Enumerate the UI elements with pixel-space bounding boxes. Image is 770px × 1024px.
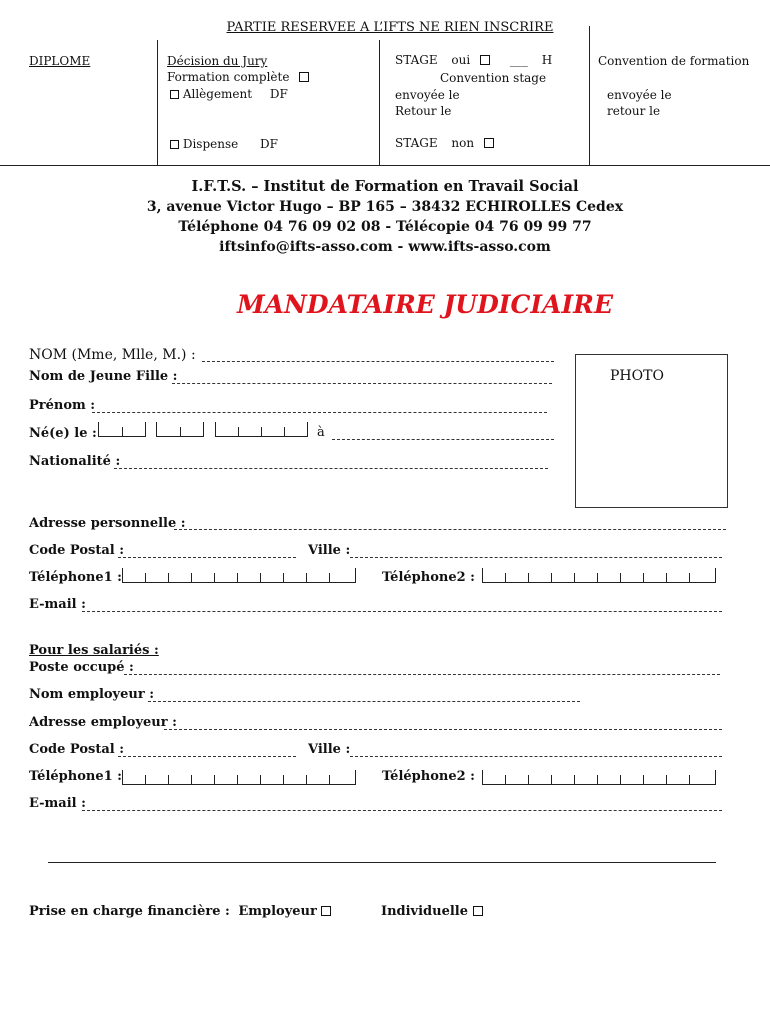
adresse-employeur-field[interactable] xyxy=(164,729,722,730)
prenom-label: Prénom : xyxy=(29,398,96,413)
birth-year-field[interactable] xyxy=(215,423,308,437)
nom-employeur-field[interactable] xyxy=(148,701,580,702)
telephone2-label: Téléphone2 : xyxy=(382,570,475,585)
nationalite-field[interactable] xyxy=(114,468,548,469)
section-separator xyxy=(48,862,716,863)
stage-oui-value: oui xyxy=(451,53,471,67)
nom-field[interactable] xyxy=(202,361,554,362)
funding-employeur-label: Employeur xyxy=(238,904,317,919)
nom-jeune-fille-field[interactable] xyxy=(172,383,552,384)
formation-complete-row xyxy=(167,70,309,84)
stage-retour-le: Retour le xyxy=(395,104,452,118)
reserved-divider-3 xyxy=(589,26,590,166)
dispense-df: DF xyxy=(260,137,278,151)
diplome-label: DIPLOME xyxy=(29,54,91,68)
institute-phone-fax: Téléphone 04 76 09 02 08 - Télécopie 04 76 09 99 77 xyxy=(178,219,592,235)
decision-jury-label: Décision du Jury xyxy=(167,54,268,68)
funding-employeur-checkbox[interactable] xyxy=(321,906,331,916)
stage-oui-label: STAGE xyxy=(395,53,438,67)
adresse-personnelle-field[interactable] xyxy=(174,529,726,530)
code-postal-field[interactable] xyxy=(118,557,296,558)
employer-telephone1-field[interactable] xyxy=(122,771,356,785)
formation-complete-label: Formation complète xyxy=(167,70,290,84)
form-title: MANDATAIRE JUDICIAIRE xyxy=(236,290,613,319)
funding-individuelle-checkbox[interactable] xyxy=(473,906,483,916)
nom-jeune-fille-label: Nom de Jeune Fille : xyxy=(29,369,178,384)
institute-email-web: iftsinfo@ifts-asso.com - www.ifts-asso.com xyxy=(219,239,551,255)
prenom-field[interactable] xyxy=(92,412,547,413)
reserved-bottom-rule xyxy=(0,165,770,166)
stage-hours-unit: H xyxy=(541,53,553,67)
stage-non-label: STAGE xyxy=(395,136,438,150)
stage-hours-blank: ___ xyxy=(509,53,528,67)
birth-place-label: à xyxy=(317,425,325,440)
stage-oui-checkbox[interactable] xyxy=(480,55,490,65)
nom-employeur-label: Nom employeur : xyxy=(29,687,155,702)
nationalite-label: Nationalité : xyxy=(29,454,121,469)
ville-label: Ville : xyxy=(308,543,351,558)
reserved-section-header: PARTIE RESERVEE A L’IFTS NE RIEN INSCRIRE xyxy=(226,20,554,35)
employer-ville-label: Ville : xyxy=(308,742,351,757)
institute-name: I.F.T.S. – Institut de Formation en Travail Social xyxy=(191,178,579,195)
funding-individuelle-label: Individuelle xyxy=(381,904,469,919)
convention-formation-label: Convention de formation xyxy=(598,54,750,68)
adresse-employeur-label: Adresse employeur : xyxy=(29,715,177,730)
adresse-personnelle-label: Adresse personnelle : xyxy=(29,516,186,531)
stage-envoyee-le: envoyée le xyxy=(395,88,460,102)
allegement-label: Allègement xyxy=(182,87,253,101)
telephone2-field[interactable] xyxy=(482,569,716,583)
stage-oui-row xyxy=(395,53,552,67)
employer-telephone1-label: Téléphone1 : xyxy=(29,769,122,784)
allegement-df: DF xyxy=(269,87,288,101)
ville-field[interactable] xyxy=(350,557,722,558)
allegement-row xyxy=(170,87,288,101)
dispense-checkbox[interactable] xyxy=(170,140,179,149)
dispense-label: Dispense xyxy=(182,137,239,151)
dispense-row xyxy=(170,137,278,151)
formation-envoyee-le: envoyée le xyxy=(607,88,672,102)
stage-non-row xyxy=(395,136,494,150)
telephone1-field[interactable] xyxy=(122,569,356,583)
funding-row xyxy=(29,904,331,919)
allegement-checkbox[interactable] xyxy=(170,90,179,99)
birth-month-field[interactable] xyxy=(156,423,204,437)
stage-non-checkbox[interactable] xyxy=(484,138,494,148)
funding-individuelle-row xyxy=(381,904,483,919)
institute-address: 3, avenue Victor Hugo – BP 165 – 38432 ECHIROLLES Cedex xyxy=(146,199,624,215)
birth-day-field[interactable] xyxy=(98,423,146,437)
employer-ville-field[interactable] xyxy=(350,756,722,757)
code-postal-label: Code Postal : xyxy=(29,543,125,558)
convention-stage-label: Convention stage xyxy=(440,71,547,85)
employer-email-field[interactable] xyxy=(82,810,722,811)
nom-label: NOM (Mme, Mlle, M.) : xyxy=(29,347,196,363)
formation-retour-le: retour le xyxy=(607,104,661,118)
stage-non-value: non xyxy=(451,136,475,150)
employer-code-postal-field[interactable] xyxy=(118,756,296,757)
reserved-divider-1 xyxy=(157,40,158,166)
pour-les-salaries-heading: Pour les salariés : xyxy=(29,643,159,658)
photo-label: PHOTO xyxy=(610,368,664,384)
poste-occupe-label: Poste occupé : xyxy=(29,660,134,675)
formation-complete-checkbox[interactable] xyxy=(299,72,309,82)
poste-occupe-field[interactable] xyxy=(124,674,720,675)
employer-code-postal-label: Code Postal : xyxy=(29,742,125,757)
funding-label: Prise en charge financière : xyxy=(29,904,230,919)
telephone1-label: Téléphone1 : xyxy=(29,570,122,585)
email-label: E-mail : xyxy=(29,597,86,612)
employer-telephone2-label: Téléphone2 : xyxy=(382,769,475,784)
email-field[interactable] xyxy=(82,611,722,612)
employer-email-label: E-mail : xyxy=(29,796,86,811)
ne-le-label: Né(e) le : xyxy=(29,426,97,441)
birth-place-field[interactable] xyxy=(332,439,554,440)
reserved-divider-2 xyxy=(379,40,380,166)
employer-telephone2-field[interactable] xyxy=(482,771,716,785)
